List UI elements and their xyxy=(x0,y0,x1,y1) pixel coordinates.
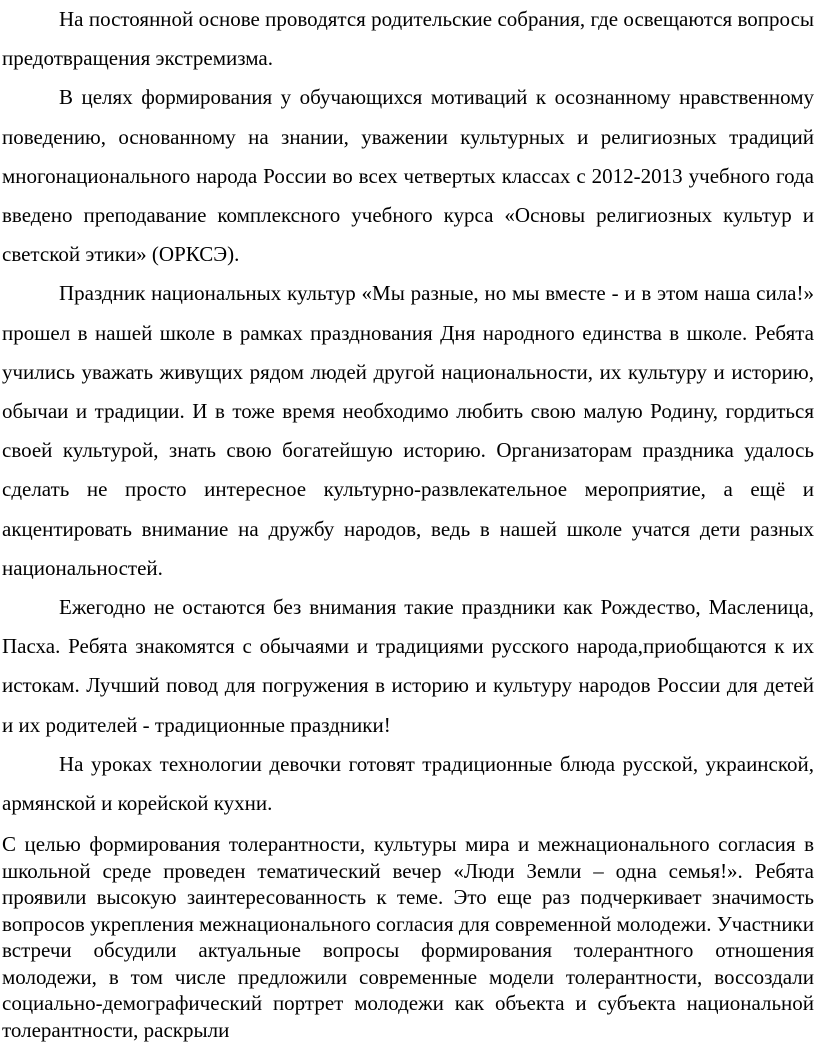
paragraph-national-cultures-festival: Праздник национальных культур «Мы разные, но мы вместе - и в этом наша сила!» прошел в нашей школе в рамках празднования Дня народного единства в школе. Ребята учились уважать живущих рядом людей другой национальности, их культуру и историю, обычаи и традиции. И в тоже время необходимо любить свою малую Родину, гордиться своей культурой, знать свою богатейшую историю. Организаторам праздника удалось сделать не просто интересное культурно-развлекательное мероприятие, а ещё и акцентировать внимание на дружбу народов, ведь в нашей школе учатся дети разных национальностей. xyxy=(2,281,814,580)
paragraph-parent-meetings: На постоянной основе проводятся родительские собрания, где освещаются вопросы предотвращения экстремизма. xyxy=(2,7,814,71)
paragraph-holidays: Ежегодно не остаются без внимания такие праздники как Рождество, Масленица, Пасха. Ребята знакомятся с обычаями и традициями русского народа,приобщаются к их истокам. Лучший повод для погружения в историю и культуру народов России для детей и их родителей - традиционные праздники! xyxy=(2,595,814,737)
paragraph-technology-lessons: На уроках технологии девочки готовят традиционные блюда русской, украинской, армянской и корейской кухни. xyxy=(2,751,814,816)
paragraph-orkse-course: В целях формирования у обучающихся мотиваций к осознанному нравственному поведению, основанному на знании, уважении культурных и религиозных традиций многонационального народа России во всех четвертых классах с 2012-2013 учебного года введено преподавание комплексного учебного курса «Основы религиозных культур и светской этики» (ОРКСЭ). xyxy=(2,85,814,267)
paragraph-tolerance-evening: С целью формирования толерантности, культуры мира и межнационального согласия в школьной среде проведен тематический вечер «Люди Земли – одна семья!». Ребята проявили высокую заинтересованность к теме. Это еще раз подчеркивает значимость вопросов укрепления межнационального согласия для современной молодежи. Участники встречи обсудили актуальные вопросы формирования толерантного отношения молодежи, в том числе предложили современные модели толерантности, воссоздали социально-демографический портрет молодежи как объекта и субъекта национальной толерантности, раскрыли xyxy=(2,832,814,1042)
